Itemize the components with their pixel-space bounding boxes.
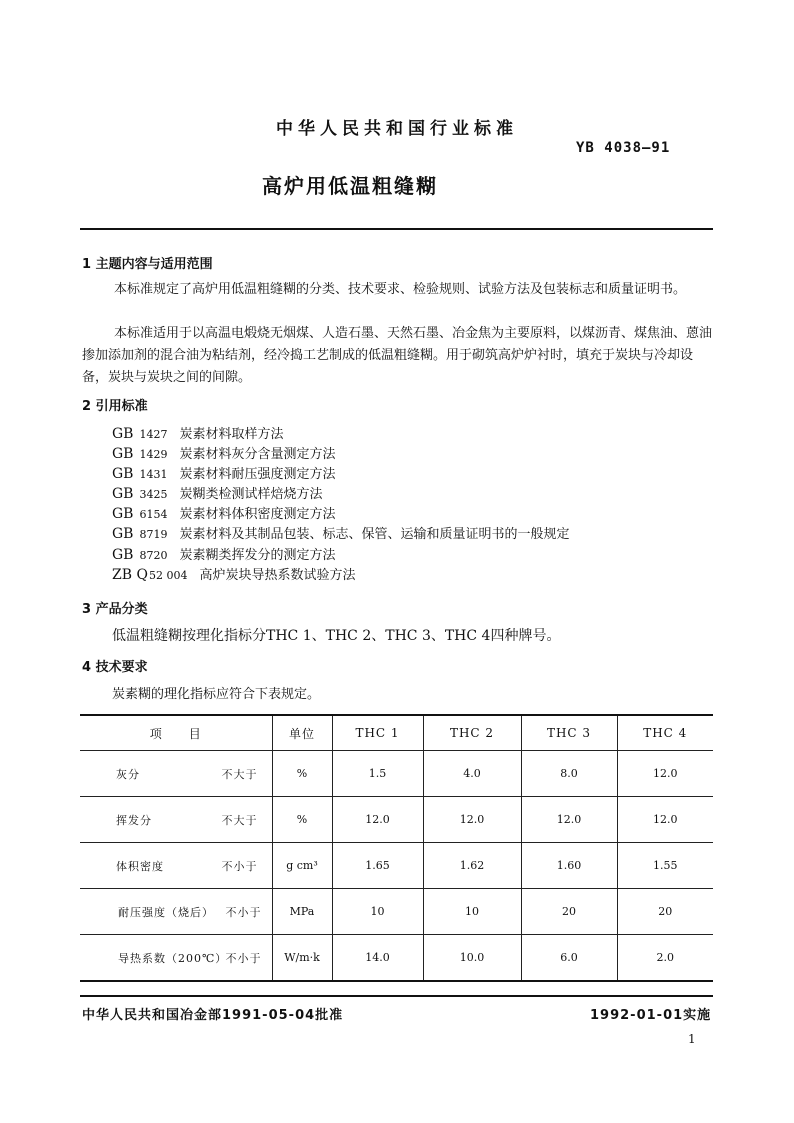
header-thc4: THC 4	[617, 715, 713, 751]
item-name: 导热系数（200℃）	[118, 951, 228, 965]
reference-title: 炭素材料取样方法	[179, 427, 284, 442]
reference-number: 6154	[139, 508, 168, 521]
table-row	[80, 797, 713, 843]
value-cell-thc2: 12.0	[423, 797, 521, 843]
reference-title: 炭素材料耐压强度测定方法	[179, 467, 336, 482]
unit-cell: MPa	[272, 889, 332, 935]
table-row	[80, 889, 713, 935]
approval-statement: 中华人民共和国冶金部1991-05-04批准	[82, 1008, 344, 1023]
item-name: 耐压强度（烧后）	[118, 905, 214, 919]
unit-cell: g cm³	[272, 843, 332, 889]
value-cell-thc1: 1.65	[332, 843, 423, 889]
reference-item	[112, 463, 336, 482]
value-cell-thc1: 1.5	[332, 751, 423, 797]
reference-code: GB	[112, 446, 134, 462]
reference-code: GB	[112, 526, 134, 542]
reference-item	[112, 503, 336, 522]
header-thc3: THC 3	[521, 715, 617, 751]
item-condition: 不大于	[221, 813, 258, 827]
item-condition: 不小于	[221, 859, 258, 873]
section-3-text: 低温粗缝糊按理化指标分THC 1、THC 2、THC 3、THC 4四种牌号。	[112, 628, 561, 644]
reference-title: 炭素糊类挥发分的测定方法	[179, 548, 336, 563]
table-row	[80, 935, 713, 982]
reference-item	[112, 423, 284, 442]
table-row	[80, 751, 713, 797]
value-cell-thc4: 12.0	[617, 751, 713, 797]
section-2-heading: 2 引用标准	[82, 399, 148, 414]
implementation-date: 1992-01-01实施	[590, 1008, 712, 1023]
value-cell-thc3: 20	[521, 889, 617, 935]
item-condition: 不小于	[225, 951, 262, 965]
table-header-row	[80, 715, 713, 751]
item-condition: 不大于	[221, 767, 258, 781]
standard-number: YB 4038—91	[576, 140, 671, 156]
reference-code: GB	[112, 486, 134, 502]
value-cell-thc3: 1.60	[521, 843, 617, 889]
reference-item	[112, 564, 355, 583]
standard-category-header: 中华人民共和国行业标准	[276, 119, 518, 139]
value-cell-thc3: 8.0	[521, 751, 617, 797]
item-condition: 不小于	[225, 905, 262, 919]
item-name: 灰分	[116, 767, 140, 781]
reference-title: 炭素材料体积密度测定方法	[179, 507, 336, 522]
value-cell-thc1: 10	[332, 889, 423, 935]
reference-code: GB	[112, 426, 134, 442]
unit-cell: W/m·k	[272, 935, 332, 982]
section-1-paragraph-1: 本标准规定了高炉用低温粗缝糊的分类、技术要求、检验规则、试验方法及包装标志和质量证明书。	[114, 282, 687, 297]
reference-number: 1429	[139, 448, 168, 461]
footer-rule	[80, 995, 713, 997]
reference-item	[112, 443, 336, 462]
header-item: 项 目	[80, 715, 272, 751]
value-cell-thc1: 12.0	[332, 797, 423, 843]
reference-code: GB	[112, 506, 134, 522]
reference-number: 8719	[139, 528, 168, 541]
reference-number: 1427	[139, 428, 168, 441]
item-cell	[80, 843, 272, 889]
reference-code: GB	[112, 547, 134, 563]
value-cell-thc2: 10	[423, 889, 521, 935]
item-name: 体积密度	[116, 859, 164, 873]
item-cell	[80, 889, 272, 935]
reference-number: 3425	[139, 488, 168, 501]
value-cell-thc2: 4.0	[423, 751, 521, 797]
table-row	[80, 843, 713, 889]
unit-cell: %	[272, 797, 332, 843]
value-cell-thc4: 20	[617, 889, 713, 935]
page-number: 1	[688, 1032, 696, 1046]
reference-item	[112, 483, 323, 502]
value-cell-thc1: 14.0	[332, 935, 423, 982]
technical-requirements-table	[80, 714, 713, 982]
section-1-paragraph-2: 本标准适用于以高温电煅烧无烟煤、人造石墨、天然石墨、冶金焦为主要原料，以煤沥青、煤焦油、蒽油掺加添加剂的混合油为粘结剂，经冷捣工艺制成的低温粗缝糊。用于砌筑高炉炉衬时，填充于炭块与冷却设备，炭块与炭块之间的间隙。	[82, 326, 713, 385]
reference-title: 高炉炭块导热系数试验方法	[199, 568, 356, 583]
reference-number: 8720	[139, 549, 168, 562]
document-title: 高炉用低温粗缝糊	[262, 174, 438, 198]
reference-title: 炭糊类检测试样焙烧方法	[179, 487, 323, 502]
reference-title: 炭素材料及其制品包装、标志、保管、运输和质量证明书的一般规定	[179, 527, 570, 542]
item-name: 挥发分	[116, 813, 152, 827]
top-rule	[80, 228, 713, 230]
header-thc1: THC 1	[332, 715, 423, 751]
reference-number: 52 004	[148, 569, 188, 582]
item-cell	[80, 797, 272, 843]
value-cell-thc3: 12.0	[521, 797, 617, 843]
section-4-heading: 4 技术要求	[82, 660, 148, 675]
value-cell-thc2: 1.62	[423, 843, 521, 889]
reference-title: 炭素材料灰分含量测定方法	[179, 447, 336, 462]
reference-item	[112, 544, 336, 563]
reference-code: ZB Q	[112, 567, 148, 583]
value-cell-thc2: 10.0	[423, 935, 521, 982]
value-cell-thc4: 12.0	[617, 797, 713, 843]
reference-code: GB	[112, 466, 134, 482]
value-cell-thc4: 1.55	[617, 843, 713, 889]
section-4-text: 炭素糊的理化指标应符合下表规定。	[112, 687, 321, 702]
header-thc2: THC 2	[423, 715, 521, 751]
section-3-heading: 3 产品分类	[82, 602, 148, 617]
value-cell-thc4: 2.0	[617, 935, 713, 982]
item-cell	[80, 751, 272, 797]
reference-item	[112, 523, 570, 542]
reference-number: 1431	[139, 468, 168, 481]
item-cell	[80, 935, 272, 982]
section-1-heading: 1 主题内容与适用范围	[82, 257, 213, 272]
value-cell-thc3: 6.0	[521, 935, 617, 982]
unit-cell: %	[272, 751, 332, 797]
header-unit: 单位	[272, 715, 332, 751]
